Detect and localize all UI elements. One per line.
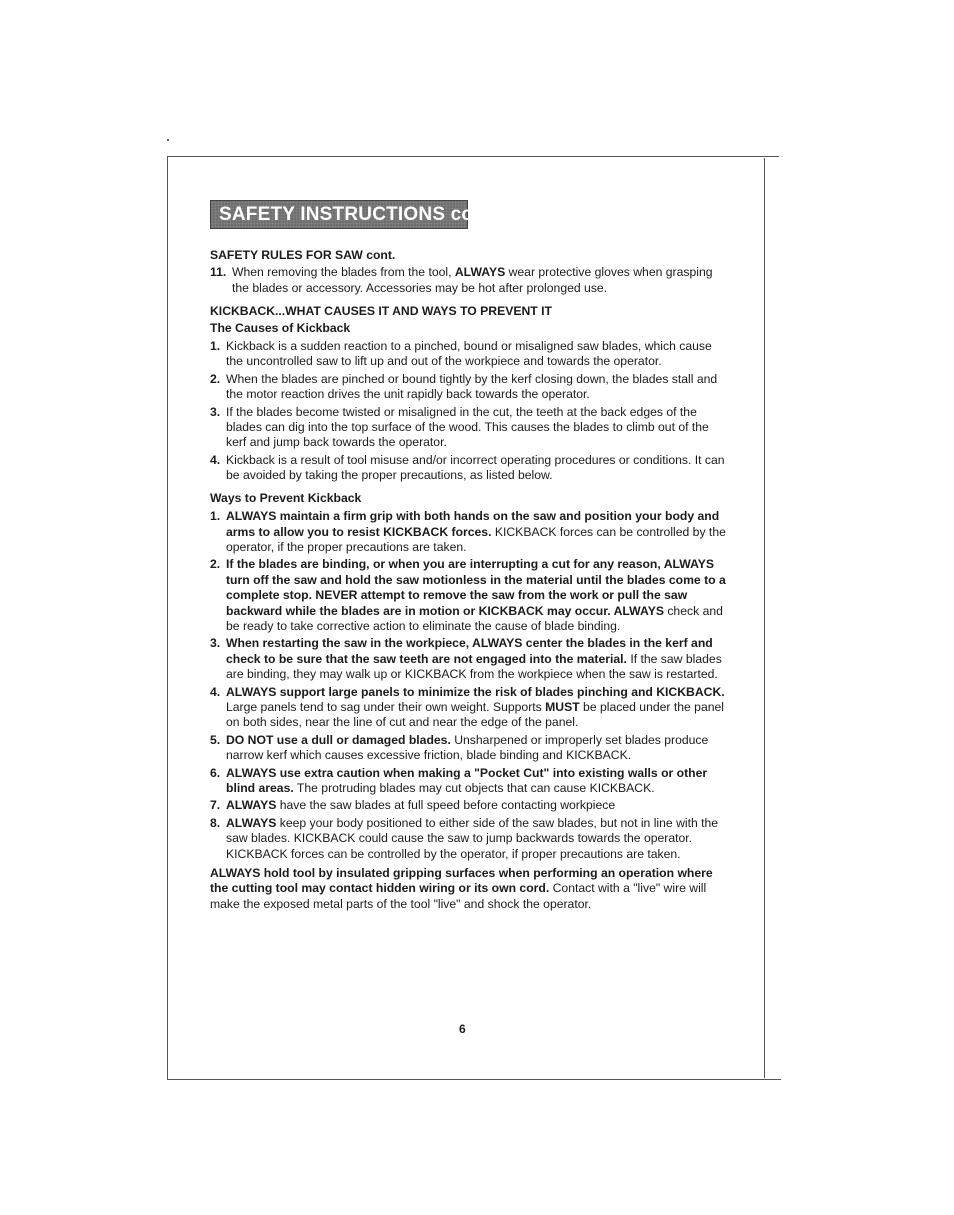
rule-text-bold: ALWAYS (454, 265, 506, 280)
prevention-text-bold: If the blades are binding, or when you are interrupting a cut for any reason, ALWAYS turn off the saw and hold the saw motionless in the material until the blades come to a complete stop. NEVER attempt to remove the saw from the work or pull the saw backward while the blades are in motion or KICKBACK may occur. ALWAYS (226, 557, 726, 618)
prevention-item (210, 733, 730, 764)
prevention-text-bold: ALWAYS use extra caution when making a "Pocket Cut" into existing walls or other blind areas. (226, 765, 708, 795)
safety-rules-heading: SAFETY RULES FOR SAW cont. (210, 248, 396, 262)
cause-number: 3. (210, 404, 221, 419)
prevention-text (226, 766, 730, 797)
prevention-text-bold: When restarting the saw in the workpiece, ALWAYS center the blades in the kerf and check to be sure that the saw teeth are not engaged into the material. (226, 636, 713, 666)
page-frame-left (167, 156, 168, 1080)
prevention-item (210, 509, 730, 555)
ways-heading: Ways to Prevent Kickback (210, 490, 362, 505)
prevention-item (210, 685, 730, 731)
cause-text: When the blades are pinched or bound tightly by the kerf closing down, the blades stall and the motor reaction drives the unit rapidly back towards the operator. (226, 371, 718, 402)
ways-list (210, 509, 730, 862)
prevention-text-bold: ALWAYS (226, 815, 277, 830)
scan-speck (167, 139, 169, 141)
rule-text-part: wear protective gloves when grasping the blades or accessory. Accessories may be hot after prolonged use. (232, 265, 713, 295)
banner-title: SAFETY INSTRUCTIONS cont. (219, 204, 498, 225)
prevention-text-part: be placed under the panel on both sides, near the line of cut and near the edge of the panel. (226, 699, 724, 730)
prevention-item (210, 798, 730, 813)
prevention-number: 2. (210, 557, 221, 572)
causes-heading: The Causes of Kickback (210, 320, 351, 335)
prevention-number: 6. (210, 765, 221, 780)
prevention-text (226, 798, 730, 813)
final-warning (210, 866, 730, 912)
section-banner (210, 200, 498, 229)
prevention-text-bold: DO NOT use a dull or damaged blades. (226, 732, 451, 747)
prevention-text-part: The protruding blades may cut objects that can cause KICKBACK. (293, 781, 655, 795)
prevention-text-part: check and be ready to take corrective action to eliminate the cause of blade binding. (226, 603, 723, 633)
rule-number: 11. (210, 265, 227, 280)
prevention-item (210, 557, 730, 634)
page-frame-right (764, 158, 765, 1078)
prevention-number: 7. (210, 798, 221, 813)
cause-number: 4. (210, 452, 221, 467)
cause-number: 2. (210, 371, 221, 386)
cause-text: If the blades become twisted or misaligned in the cut, the teeth at the back edges of the blades can dig into the top surface of the wood. This causes the blades to climb out of the kerf and jump back towards the operator. (226, 404, 709, 450)
prevention-text-bold: ALWAYS maintain a firm grip with both hands on the saw and position your body and arms to allow you to resist KICKBACK forces. (226, 509, 720, 539)
cause-item (210, 405, 730, 451)
prevention-text (226, 685, 730, 731)
final-warning-bold: ALWAYS hold tool by insulated gripping surfaces when performing an operation where the cutting tool may contact hidden wiring or its own cord. (210, 866, 713, 896)
prevention-item (210, 636, 730, 682)
prevention-text (226, 557, 730, 634)
cause-item (210, 339, 730, 370)
cause-text: Kickback is a result of tool misuse and/or incorrect operating procedures or conditions. It can be avoided by taking the proper precautions, as listed below. (226, 452, 725, 483)
prevention-number: 4. (210, 684, 221, 699)
prevention-text-part: Unsharpened or improperly set blades produce narrow kerf which causes excessive friction, blade binding and KICKBACK. (226, 732, 709, 763)
page-number: 6 (459, 1022, 466, 1036)
prevention-text (226, 509, 730, 555)
prevention-text (226, 816, 730, 862)
prevention-text-part: have the saw blades at full speed before contacting workpiece (276, 798, 616, 813)
document-body (210, 248, 730, 924)
prevention-text (226, 636, 730, 682)
page-frame-top (167, 156, 779, 157)
cause-text: Kickback is a sudden reaction to a pinched, bound or misaligned saw blades, which cause the uncontrolled saw to lift up and out of the workpiece and towards the operator. (226, 339, 712, 369)
cause-item (210, 372, 730, 403)
causes-list (210, 339, 730, 484)
prevention-number: 3. (210, 636, 221, 651)
prevention-text-bold: ALWAYS (226, 798, 277, 813)
rule-text (232, 265, 730, 296)
prevention-text-bold: ALWAYS support large panels to minimize the risk of blades pinching and KICKBACK. (226, 684, 725, 699)
cause-number: 1. (210, 339, 221, 354)
prevention-number: 1. (210, 509, 221, 524)
kickback-heading: KICKBACK...WHAT CAUSES IT AND WAYS TO PREVENT IT (210, 304, 552, 319)
prevention-text-part: keep your body positioned to either side of the saw blades, but not in line with the saw blades. KICKBACK could cause the saw to jump backwards towards the operator. KICKBACK forces can be controlled by the operator, if proper precautions are taken. (226, 815, 719, 861)
page-frame-bottom (167, 1079, 781, 1080)
prevention-number: 8. (210, 815, 221, 830)
final-warning-text: Contact with a "live" wire will make the exposed metal parts of the tool "live" and shock the operator. (210, 881, 707, 911)
prevention-text-part: Large panels tend to sag under their own weight. Supports (226, 699, 546, 714)
rule-11 (210, 265, 730, 296)
prevention-text (226, 733, 730, 764)
rule-text-part: When removing the blades from the tool, (232, 265, 455, 280)
cause-item (210, 453, 730, 484)
prevention-text-part: KICKBACK forces can be controlled by the operator, if the proper precautions are taken. (226, 524, 726, 554)
prevention-number: 5. (210, 732, 221, 747)
prevention-text-bold: MUST (545, 699, 580, 714)
prevention-item (210, 766, 730, 797)
prevention-item (210, 816, 730, 862)
prevention-text-part: If the saw blades are binding, they may walk up or KICKBACK from the workpiece when the saw is restarted. (226, 651, 722, 682)
